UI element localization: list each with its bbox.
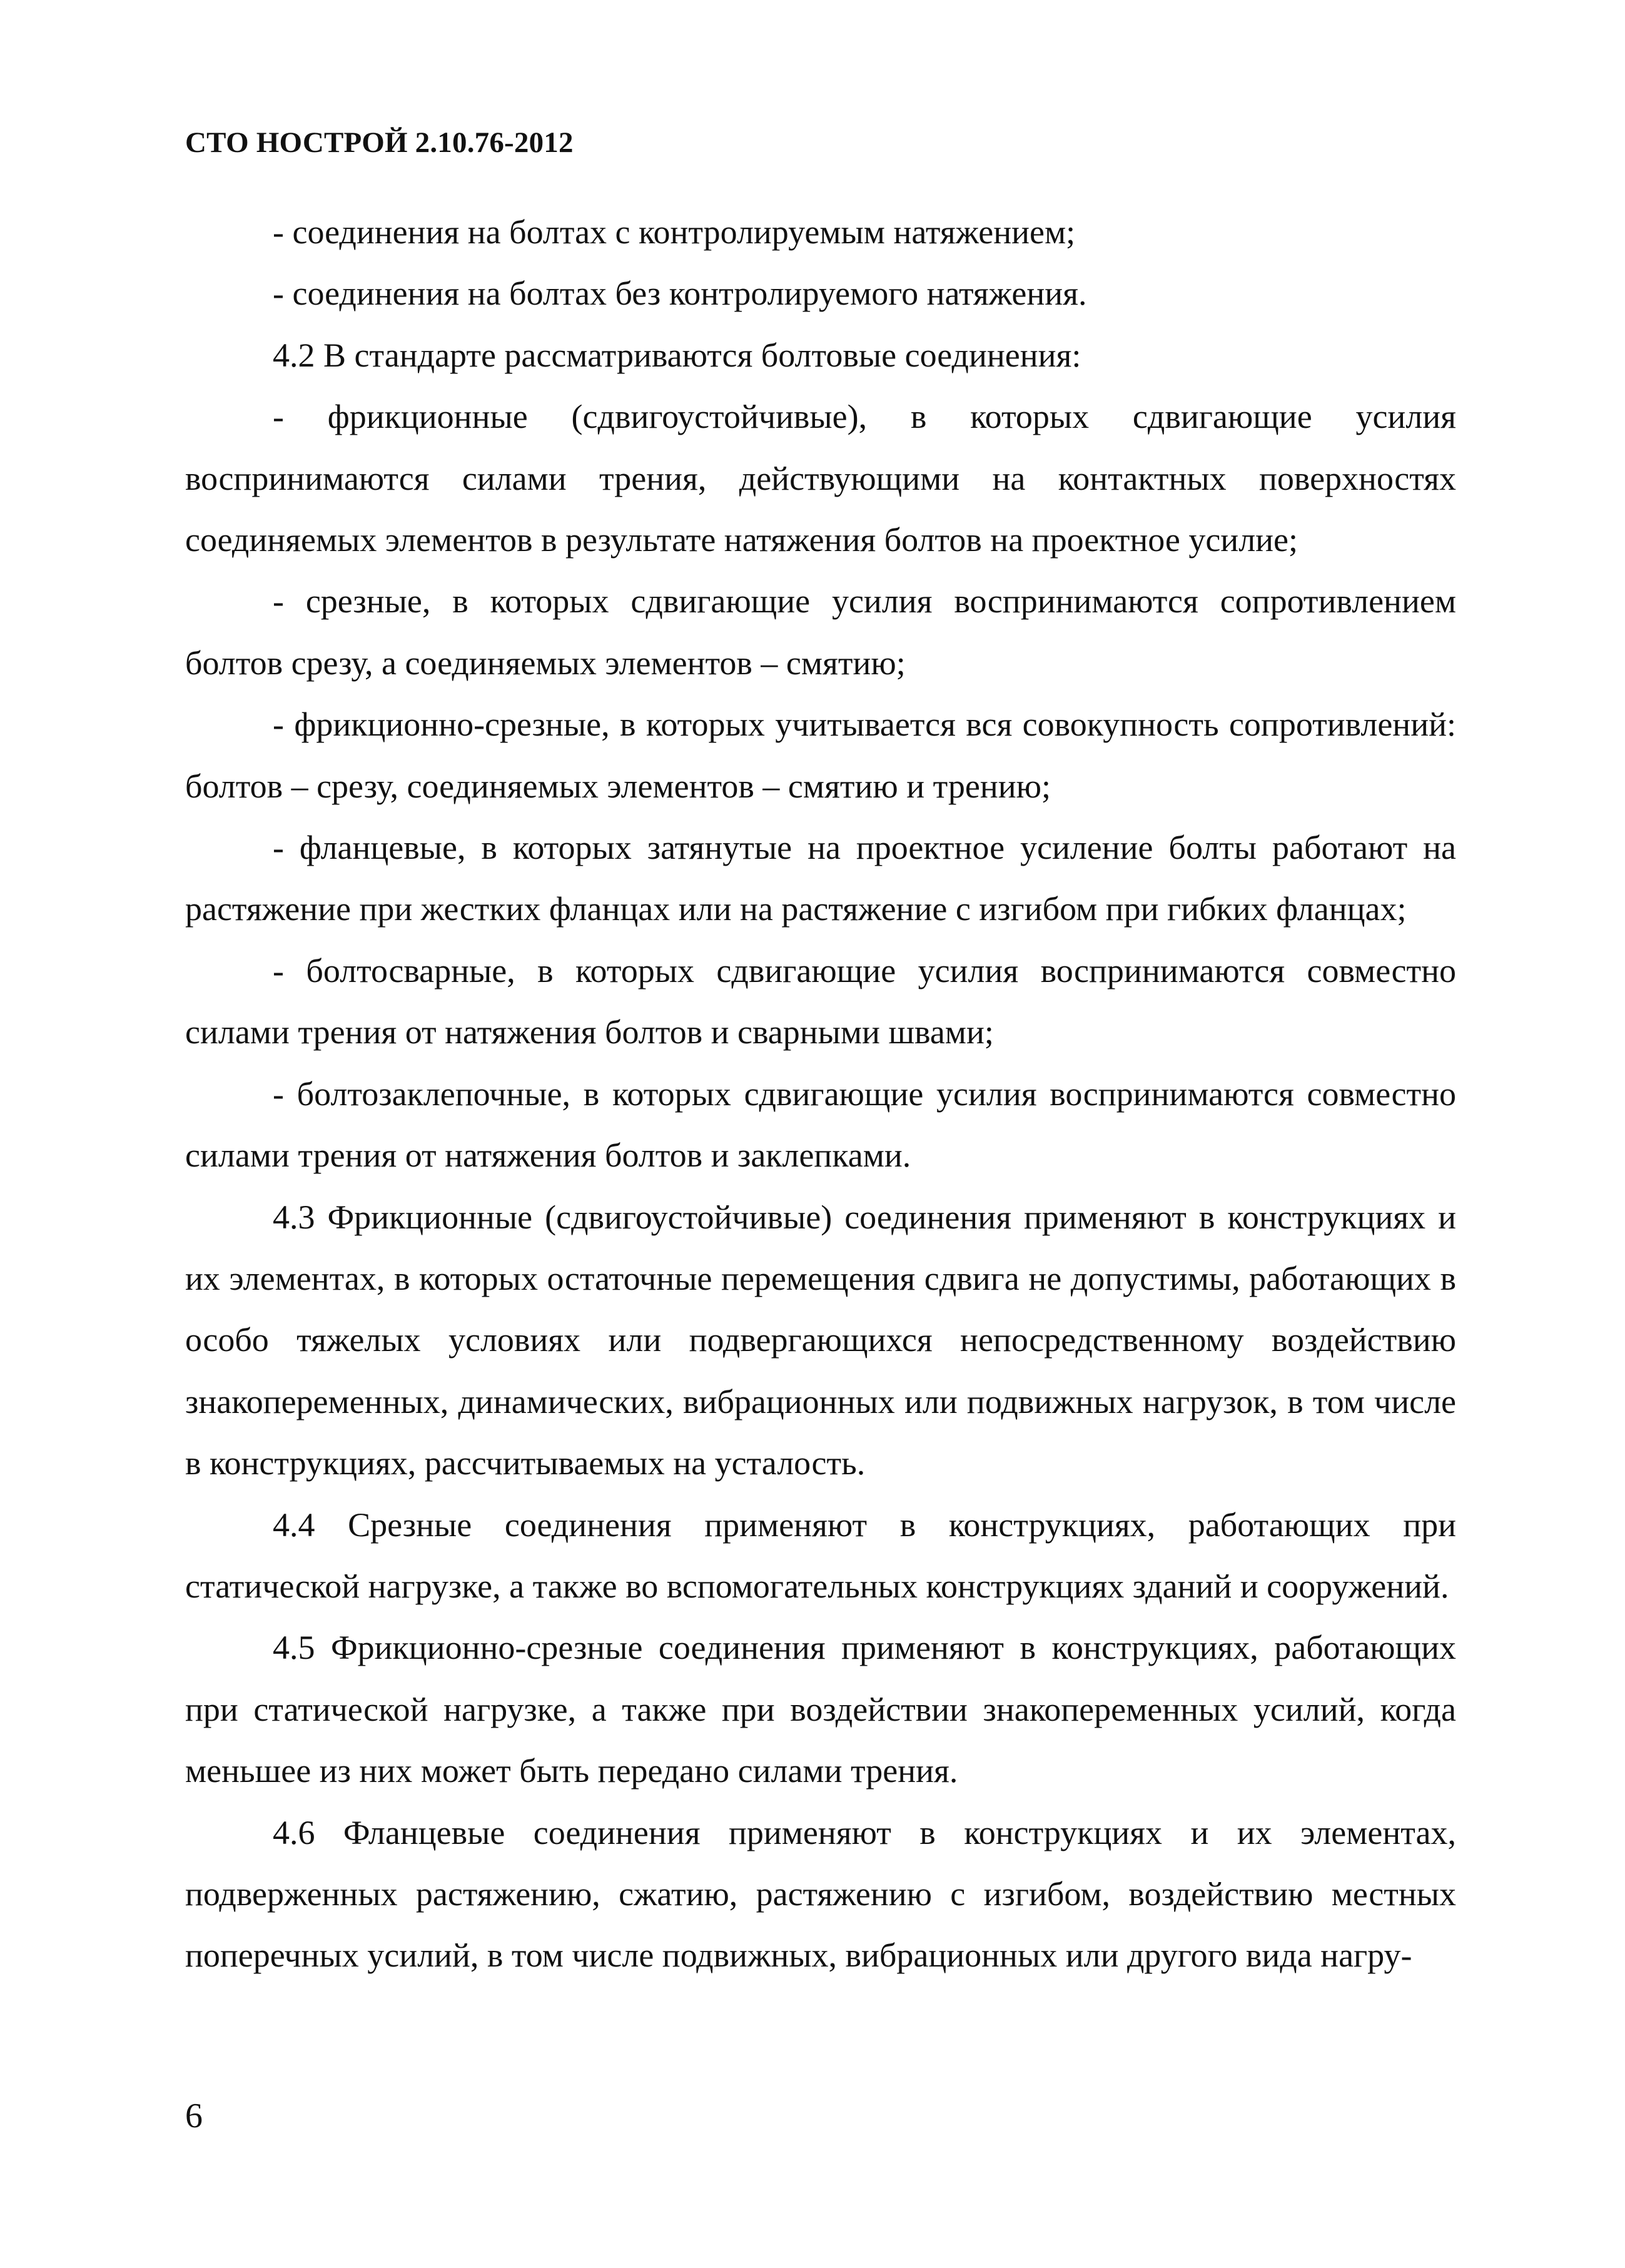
paragraph-4-5: 4.5 Фрикционно-срезные соединения применяют в конструкциях, работающих при статической нагрузке, а также при воздействии знакопеременных усилий, когда меньшее из них может быть передано силами трения. xyxy=(185,1629,1456,1790)
paragraph-bullet-uncontrolled-tension: - соединения на болтах без контролируемого натяжения. xyxy=(273,275,1087,313)
paragraph-bullet-controlled-tension: - соединения на болтах с контролируемым натяжением; xyxy=(273,213,1076,251)
document-code-header: СТО НОСТРОЙ 2.10.76-2012 xyxy=(185,126,574,159)
paragraph-4-3: 4.3 Фрикционные (сдвигоустойчивые) соединения применяют в конструкциях и их элементах, в которых остаточные перемещения сдвига не допустимы, работающих в особо тяжелых условиях или подвергающихся непосредственному воздействию знакопеременных, динамических, вибрационных или подвижных нагрузок, в том числе в конструкциях, рассчитываемых на усталость. xyxy=(185,1198,1456,1482)
paragraph-bolt-riveted-connections: - болтозаклепочные, в которых сдвигающие усилия воспринимаются совместно силами трения от натяжения болтов и заклепками. xyxy=(185,1075,1456,1175)
paragraph-shear-connections: - срезные, в которых сдвигающие усилия воспринимаются сопротивлением болтов срезу, а соединяемых элементов – смятию; xyxy=(185,582,1456,682)
document-body xyxy=(185,201,1456,1987)
paragraph-friction-connections: - фрикционные (сдвигоустойчивые), в которых сдвигающие усилия воспринимаются силами трения, действующими на контактных поверхностях соединяемых элементов в результате натяжения болтов на проектное усилие; xyxy=(185,398,1456,559)
paragraph-bolt-welded-connections: - болтосварные, в которых сдвигающие усилия воспринимаются совместно силами трения от натяжения болтов и сварными швами; xyxy=(185,951,1456,1051)
paragraph-friction-shear-connections: - фрикционно-срезные, в которых учитывается вся совокупность сопротивлений: болтов – срезу, соединяемых элементов – смятию и трению; xyxy=(185,706,1456,805)
paragraph-4-6: 4.6 Фланцевые соединения применяют в конструкциях и их элементах, подверженных растяжению, сжатию, растяжению с изгибом, воздействию местных поперечных усилий, в том числе подвижных, вибрационных или другого вида нагру- xyxy=(185,1813,1456,1975)
paragraph-4-2: 4.2 В стандарте рассматриваются болтовые соединения: xyxy=(273,336,1081,374)
page-number: 6 xyxy=(185,2097,203,2135)
paragraph-4-4: 4.4 Срезные соединения применяют в конструкциях, работающих при статической нагрузке, а также во вспомогательных конструкциях зданий и сооружений. xyxy=(185,1506,1456,1605)
paragraph-flange-connections: - фланцевые, в которых затянутые на проектное усиление болты работают на растяжение при жестких фланцах или на растяжение с изгибом при гибких фланцах; xyxy=(185,829,1456,928)
